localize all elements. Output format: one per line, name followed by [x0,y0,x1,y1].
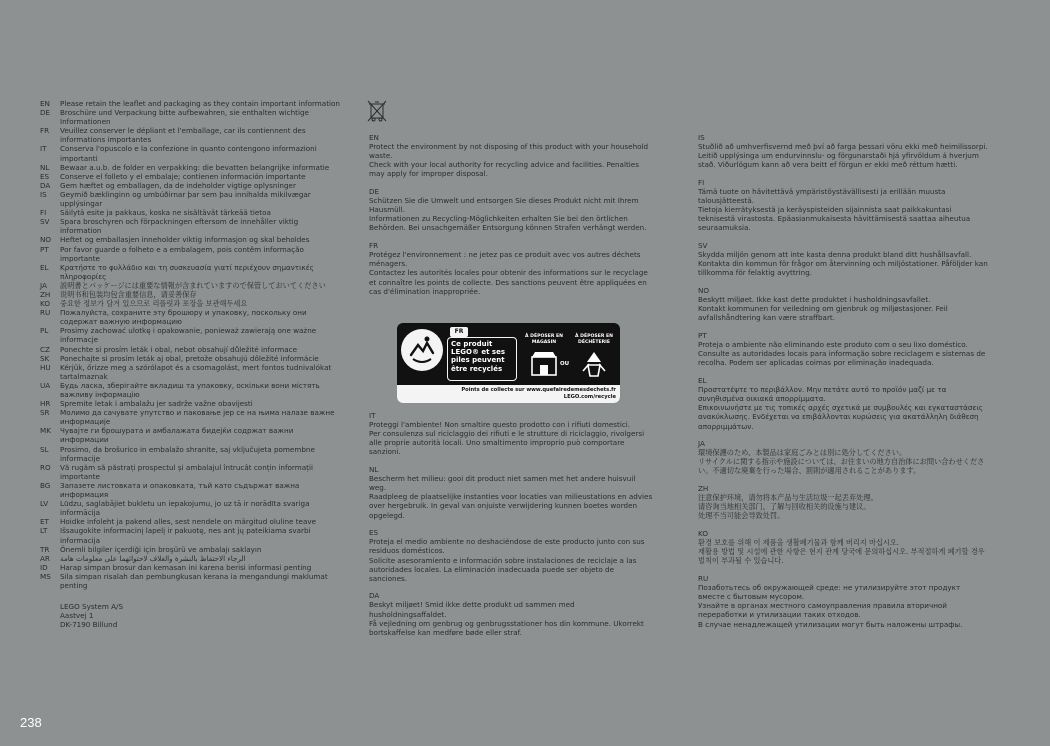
disposal-text: Proteja el medio ambiente no deshaciéndose de este producto junto con sus residuos domésticos. [369,537,645,556]
leaflet-note-row [40,563,340,572]
language-code: TR [40,544,50,554]
address-line: LEGO System A/S [60,602,124,612]
leaflet-note-text: Veuillez conserver le dépliant et l'emballage, car ils contiennent des informations importantes [60,126,306,145]
language-code: ZH [698,484,709,494]
leaflet-note-text: 説明書とパッケージには重要な情報が含まれていますので保管しておいてください [60,280,326,290]
drop-in-store-label: À DÉPOSER EN MAGASIN [525,334,563,345]
leaflet-note-row [40,299,340,308]
company-address [40,602,340,629]
leaflet-note-text: Broschüre und Verpackung bitte aufbewahren, sie enthalten wichtige Informationen [60,108,309,127]
language-code: SV [698,241,708,251]
disposal-text: 재활용 방법 및 시설에 관한 사항은 현지 관계 당국에 문의하십시오. 부적절하게 폐기할 경우 벌칙이 부과될 수 있습니다. [698,547,985,566]
language-code: KO [698,529,708,539]
disposal-text: Solicite asesoramiento e información sobre instalaciones de reciclaje a las autoridades locales. La eliminación inadecuada puede ser objeto de sanciones. [369,555,637,583]
leaflet-note-text: Prosimo, da brošurico in embalažo shranite, saj vključujeta pomembne informacije [60,444,315,463]
disposal-text: リサイクルに関する指示や施設については、お住まいの地方自治体にお問い合わせください。不適切な廃棄を行った場合、罰則が適用されることがあります。 [698,457,985,476]
language-code: SL [40,444,49,454]
disposal-block [698,574,988,629]
language-code: DE [40,108,51,118]
language-code: FR [369,241,379,251]
leaflet-note-text: Будь ласка, зберігайте вкладиш та упаковку, оскільки вони містять важливу інформацію [60,380,320,399]
disposal-block [698,286,988,322]
leaflet-note-text: Gem hæftet og emballagen, da de indeholder vigtige oplysninger [60,180,296,190]
recycle-person-icon [401,329,443,371]
disposal-text: Protect the environment by not disposing of this product with your household waste. [369,142,649,161]
language-code: CZ [40,344,50,354]
leaflet-note-row [40,517,340,526]
leaflet-note-text: Išsaugokite informacinį lapelį ir pakuotę, nes ant jų pateikiama svarbi informacija [60,526,311,545]
disposal-block [698,133,988,169]
leaflet-note-row [40,208,340,217]
language-code: PL [40,326,49,336]
disposal-text: Προστατέψτε το περιβάλλον. Μην πετάτε αυτό το προϊόν μαζί με τα συνηθισμένα οικιακά απορρίμματα. [698,385,947,404]
disposal-text: 处理不当可能会导致处罚。 [698,511,785,521]
language-code: EN [40,99,50,108]
leaflet-note-row [40,499,340,517]
leaflet-note-row [40,345,340,354]
language-code: HR [40,399,51,409]
leaflet-note-text: Запазете листовката и опаковката, тъй като съдържат важна информация [60,480,300,500]
leaflet-notes [40,99,340,629]
disposal-block [698,529,988,565]
leaflet-note-row [40,463,340,481]
leaflet-note-row [40,144,340,162]
leaflet-note-row [40,426,340,444]
language-code: NO [40,235,52,245]
language-code: FR [40,126,50,136]
leaflet-note-row [40,381,340,399]
language-code: ZH [40,289,51,299]
disposal-block [698,439,988,475]
language-code: EL [40,262,49,272]
leaflet-note-text: 说明书和包装均包含重要信息，请妥善保存 [60,289,197,299]
language-code: RU [40,308,51,318]
language-code: EL [698,376,707,386]
leaflet-note-text: Hoidke infoleht ja pakend alles, sest nendele on märgitud oluline teave [60,517,317,527]
language-code: AR [40,553,50,563]
leaflet-note-text: Κρατήστε το φυλλάδιο και τη συσκευασία γιατί περιέχουν σημαντικές πληροφορίες [60,262,314,281]
disposal-block [369,133,654,178]
page-number: 238 [20,715,42,730]
leaflet-note-text: Por favor guarde o folheto e a embalagem, pois contêm informação importante [60,244,304,263]
leaflet-note-row [40,572,340,590]
leaflet-note-row [40,235,340,244]
disposal-text: Kontakt kommunen for veiledning om gjenbruk og miljøstasjoner. Feil avfallshåndtering kan være straffbart. [698,304,948,323]
leaflet-note-text: Geymið bæklinginn og umbúðirnar þar sem þau innihalda mikilvægar upplýsingar [60,189,311,209]
leaflet-note-text: Пожалуйста, сохраните эту брошюру и упаковку, поскольку они содержат важную информацию [60,308,307,327]
language-code: ID [40,562,48,572]
language-code: FI [40,208,47,218]
language-code: PT [698,331,707,341]
disposal-block [369,411,654,456]
disposal-text: Contactez les autorités locales pour obtenir des informations sur le recyclage et connaître les points de collecte. Des sanctions peuvent être appliquées en cas d'élimination inappropriée. [369,268,648,296]
disposal-block [698,178,988,233]
disposal-text: Tietoja kierrätyksestä ja keräyspisteiden sijainnista saat paikkakuntasi teknisestä virastosta. Epäasianmukaisesta hävittämisestä saattaa aiheutua seuraamuksia. [698,205,971,233]
language-code: ES [40,171,50,181]
leaflet-note-row [40,445,340,463]
leaflet-note-row [40,163,340,172]
leaflet-note-text: Kérjük, őrizze meg a szórólapot és a csomagolást, mert fontos tudnivalókat tartalmaznak [60,362,332,381]
disposal-text: Узнайте в органах местного самоуправления правила вторичной переработки и утилизации таких отходов. [698,601,947,620]
disposal-text: Proteggi l'ambiente! Non smaltire questo prodotto con i rifiuti domestici. [369,420,631,430]
language-code: BG [40,480,51,490]
leaflet-note-row [40,263,340,281]
leaflet-note-text: Молимо да сачувате упутство и паковање јер се на њима налазе важне информације [60,408,335,427]
language-code: SK [40,353,50,363]
language-code: IS [698,133,705,142]
leaflet-note-row [40,526,340,544]
language-code: PT [40,244,49,254]
leaflet-note-row [40,408,340,426]
leaflet-note-row [40,245,340,263]
leaflet-note-row [40,399,340,408]
disposal-block [369,591,654,636]
or-label: OU [560,361,570,367]
disposal-right [698,133,988,637]
language-code: NL [369,465,379,475]
leaflet-note-text: Säilytä esite ja pakkaus, koska ne sisältävät tärkeää tietoa [60,208,271,218]
leaflet-note-row [40,190,340,208]
disposal-text: Protégez l'environnement : ne jetez pas ce produit avec vos autres déchets ménagers. [369,250,641,269]
leaflet-note-text: الرجاء الاحتفاظ بالنشرة والغلاف لاحتوائهما على معلومات هامة [60,553,246,563]
disposal-text: Få vejledning om genbrug og genbrugsstationer hos din kommune. Ukorrekt bortskaffelse kan medføre bøde eller straf. [369,618,644,637]
disposal-text: 환경 보호를 위해 이 제품을 생활폐기물과 함께 버리지 마십시오. [698,538,900,548]
disposal-text: Позаботьтесь об окружающей среде: не утилизируйте этот продукт вместе с бытовым мусором. [698,583,961,602]
disposal-text: Stuðlið að umhverfisvernd með því að farga þessari vöru ekki með heimilissorpi. [698,142,988,152]
leaflet-note-row [40,554,340,563]
disposal-text: Informationen zu Recycling-Möglichkeiten erhalten Sie bei den örtlichen Behörden. Bei unsachgemäßer Entsorgung können Strafen verhängt werden. [369,214,647,233]
leaflet-note-row [40,172,340,181]
leaflet-note-text: Conserva l'opuscolo e la confezione in quanto contengono informazioni importanti [60,144,317,163]
language-code: DE [369,187,380,197]
leaflet-note-text: Please retain the leaflet and packaging as they contain important information [60,99,340,108]
leaflet-note-text: Conserve el folleto y el embalaje; contienen información importante [60,171,306,181]
disposal-text: Leitið upplýsinga um endurvinnslu- og förgunarstaði hjá yfirvöldum á hverjum stað. Viðurlögum kann að vera beitt ef förgun er ekki með réttum hætti. [698,151,979,170]
recycle-footer-line1: Points de collecte sur www.quefairedemesdechets.fr [461,387,616,393]
disposal-block [369,465,654,520]
depot-icon [579,349,609,379]
recycling-logo [397,323,620,403]
address-line: DK-7190 Billund [60,620,118,630]
language-code: NO [698,286,710,296]
language-code: MK [40,426,51,436]
leaflet-note-row [40,181,340,190]
disposal-text: Tämä tuote on hävitettävä ympäristöystävällisesti ja erillään muusta talousjätteestä. [698,187,946,206]
disposal-text: 注意保护环境，请勿将本产品与生活垃圾一起丢弃处理。 [698,493,878,503]
leaflet-note-row [40,481,340,499]
leaflet-note-row [40,545,340,554]
disposal-text: Consulte as autoridades locais para informação sobre reciclagem e sistemas de recolha. Podem ser aplicadas coimas por eliminação inadequada. [698,349,986,368]
disposal-text: Kontakta din kommun för frågor om återvinning och miljöstationer. Påföljder kan tillkomma för felaktig avyttring. [698,259,988,278]
language-code: NL [40,162,50,172]
leaflet-note-row [40,126,340,144]
language-code: FI [698,177,705,187]
leaflet-note-row [40,281,340,290]
leaflet-note-text: Heftet og emballasjen inneholder viktig informasjon og skal beholdes [60,235,310,245]
language-code: IS [40,189,47,199]
leaflet-note-row [40,354,340,363]
leaflet-note-row [40,308,340,326]
leaflet-note-text: Harap simpan brosur dan kemasan ini karena berisi informasi penting [60,562,312,572]
leaflet-note-text: Önemli bilgiler içerdiği için broşürü ve ambalajı saklayın [60,544,262,554]
leaflet-note-text: Prosimy zachować ulotkę i opakowanie, ponieważ zawierają one ważne informacje [60,326,317,345]
disposal-text: 请咨询当地相关部门，了解与回收相关的设施与建议。 [698,502,871,512]
language-code: LV [40,499,49,509]
language-code: JA [698,439,705,449]
leaflet-note-row [40,326,340,344]
disposal-text: Skydda miljön genom att inte kasta denna produkt bland ditt hushållsavfall. [698,250,972,260]
disposal-block [698,484,988,520]
leaflet-note-row [40,363,340,381]
disposal-text: Per consulenza sul riciclaggio dei rifiuti e le strutture di riciclaggio, rivolgersi alle proprie autorità locali. Uno smaltimento improprio può comportare sanzioni. [369,429,645,457]
language-code: SR [40,408,50,418]
language-code: DA [40,180,51,190]
language-code: UA [40,380,51,390]
language-code: JA [40,280,47,290]
leaflet-note-row [40,217,340,235]
language-code: ES [369,528,379,538]
leaflet-note-text: 중요한 정보가 담겨 있으므로 리플릿과 포장을 보관해두세요 [60,299,248,309]
disposal-text: Raadpleeg de plaatselijke instanties voor locaties van milieustations en advies over hergebruik. In geval van onjuiste verwijdering kunnen boetes worden opgelegd. [369,492,653,520]
leaflet-note-row [40,99,340,108]
language-code: HU [40,362,51,372]
recycling-logo-footer [397,385,620,403]
leaflet-note-text: Bewaar a.u.b. de folder en verpakking: die bevatten belangrijke informatie [60,162,330,172]
language-code: IT [40,144,47,154]
address-line: Aastvej 1 [60,611,94,621]
disposal-text: Beskytt miljøet. Ikke kast dette produktet i husholdningsavfallet. [698,295,931,305]
language-code: DA [369,591,380,601]
drop-at-depot-label: À DÉPOSER EN DÉCHÈTERIE [575,334,613,345]
fr-badge: FR [450,327,468,337]
leaflet-note-row [40,290,340,299]
language-code: SV [40,217,50,227]
language-code: EN [369,133,379,142]
language-code: MS [40,571,51,581]
recycle-product-text: Ce produit LEGO® et ses piles peuvent être recyclés [447,337,517,381]
language-code: IT [369,411,376,420]
disposal-block [698,331,988,367]
disposal-text: Bescherm het milieu: gooi dit product niet samen met het andere huisvuil weg. [369,474,636,493]
leaflet-note-text: Ponechte si prosím leták i obal, nebot obsahují důležité informace [60,344,298,354]
disposal-block [698,241,988,277]
disposal-block [369,187,654,232]
leaflet-note-text: Sila simpan risalah dan pembungkusan kerana ia mengandungi maklumat penting [60,571,328,590]
leaflet-note-text: Чувајте ги брошурата и амбалажата бидејќи содржат важни информации [60,426,294,445]
leaflet-note-row [40,108,340,126]
leaflet-note-text: Lūdzu, saglabājiet bukletu un iepakojumu, jo uz tā ir norādīta svariga informācija [60,499,310,518]
leaflet-note-text: Spremite letak i ambalažu jer sadrže važne obavijesti [60,399,253,409]
disposal-text: Beskyt miljøet! Smid ikke dette produkt ud sammen med husholdningsaffaldet. [369,600,575,619]
leaflet-note-text: Ponechajte si prosím leták aj obal, pretože obsahujú dôležité informácie [60,353,319,363]
disposal-text: Check with your local authority for recycling advice and facilities. Penalties may apply for improper disposal. [369,160,639,179]
recycle-footer-line2: LEGO.com/recycle [563,394,616,400]
disposal-block [369,528,654,583]
language-code: RO [40,462,51,472]
disposal-text: В случае ненадлежащей утилизации могут быть наложены штрафы. [698,619,963,629]
language-code: RU [698,574,709,584]
disposal-block [698,376,988,431]
disposal-block [369,241,654,296]
disposal-text: 環境保護のため、本製品は家庭ごみとは別に処分してください。 [698,448,907,458]
crossed-bin-icon [366,99,388,123]
disposal-text: Επικοινωνήστε με τις τοπικές αρχές σχετικά με συμβουλές και εγκαταστάσεις ανακύκλωσης. Ενδέχεται να επιβάλλονται κυρώσεις για ακατάλληλη διάθεση απορριμμάτων. [698,403,983,431]
disposal-text: Schützen Sie die Umwelt und entsorgen Sie dieses Produkt nicht mit Ihrem Hausmüll. [369,196,639,215]
language-code: LT [40,526,48,536]
leaflet-note-text: Vă rugăm să păstrați prospectul și ambalajul întrucât conțin informații importante [60,462,313,481]
language-code: KO [40,299,50,309]
disposal-text: Proteja o ambiente não eliminando este produto com o seu lixo doméstico. [698,340,968,350]
store-icon [529,349,559,379]
leaflet-note-text: Spara broschyren och förpackningen eftersom de innehåller viktig information [60,217,299,236]
language-code: ET [40,517,49,527]
